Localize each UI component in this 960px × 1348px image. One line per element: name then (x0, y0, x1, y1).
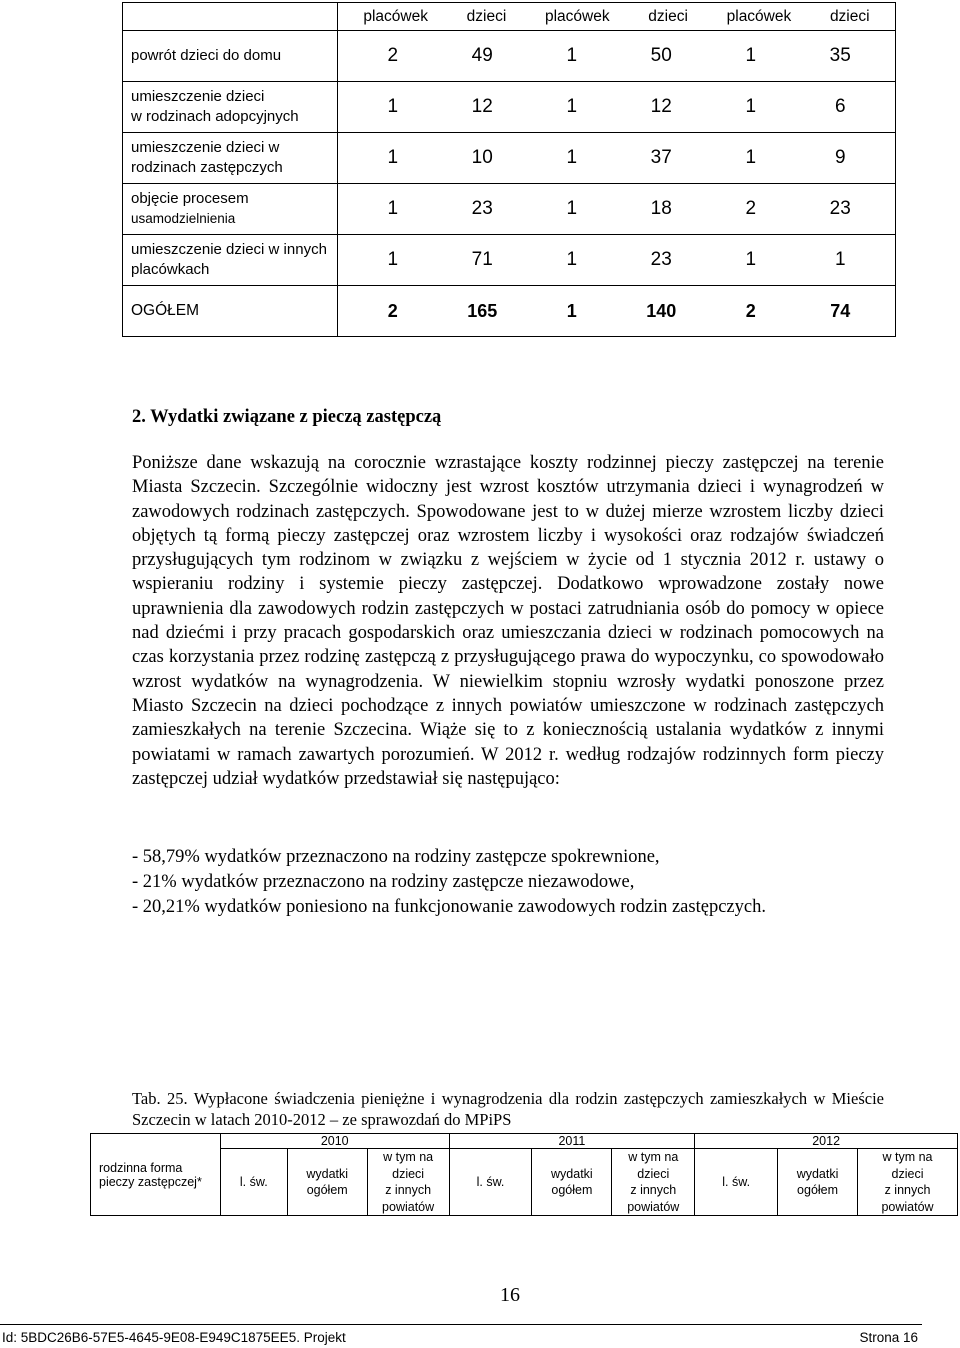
row-label (123, 133, 338, 184)
column-header-lsw: l. św. (220, 1149, 287, 1216)
table-cell: 1 (745, 45, 757, 66)
total-cell: 74 (830, 300, 851, 321)
column-header-row (91, 1149, 958, 1216)
header-line: ogółem (797, 1183, 839, 1197)
table-cell: 12 (471, 96, 493, 117)
column-header-wydatki (287, 1149, 367, 1216)
table-cell: 1 (745, 96, 757, 117)
page-number: 16 (500, 1284, 520, 1306)
body-paragraph (132, 451, 884, 791)
table-cell: 6 (834, 96, 846, 117)
header-cell: dzieci (466, 7, 507, 25)
row-values (338, 82, 896, 133)
table-cell: 1 (387, 147, 399, 168)
year-header: 2010 (220, 1134, 449, 1149)
table-cell: 1 (834, 249, 846, 270)
benefits-table (90, 1133, 958, 1216)
column-header-lsw: l. św. (449, 1149, 532, 1216)
table-row (123, 184, 896, 235)
table-cell: 1 (566, 249, 578, 270)
total-cell: 1 (566, 300, 577, 321)
column-header-wydatki (532, 1149, 612, 1216)
table-cell: 10 (471, 147, 493, 168)
form-label-cell (91, 1134, 221, 1216)
row-label (123, 184, 338, 235)
table-cell: 12 (650, 96, 672, 117)
total-cell: 165 (467, 300, 498, 321)
section-heading: 2. Wydatki związane z pieczą zastępczą (132, 407, 442, 427)
row-label-line: umieszczenie dzieci w (131, 139, 280, 156)
table-cell: 9 (834, 147, 846, 168)
header-line: wydatki (551, 1166, 593, 1181)
row-values (338, 133, 896, 184)
header-line: dzieci (637, 1166, 670, 1181)
header-cell: placówek (726, 7, 792, 25)
total-values (338, 286, 896, 337)
header-line: dzieci (392, 1166, 425, 1181)
column-header-lsw: l. św. (695, 1149, 778, 1216)
table-cell: 23 (650, 249, 672, 270)
table-cell: 1 (745, 147, 757, 168)
total-cell: 140 (646, 300, 677, 321)
table-cell: 2 (745, 198, 757, 219)
header-line: wydatki (306, 1166, 349, 1181)
header-line: w tym na (628, 1150, 679, 1164)
table-cell: 1 (566, 198, 578, 219)
header-line: wydatki (796, 1166, 839, 1181)
header-line: z innych (630, 1183, 677, 1197)
row-label-line: umieszczenie dzieci w innych (131, 241, 327, 258)
list-item: - 58,79% wydatków przeznaczono na rodziny zastępcze spokrewnione, (132, 847, 660, 867)
list-item: - 20,21% wydatków poniesiono na funkcjonowanie zawodowych rodzin zastępczych. (132, 897, 766, 917)
footer-divider (0, 1324, 922, 1325)
header-values-cell (338, 3, 896, 31)
table-cell: 71 (471, 249, 493, 270)
table-total-row (123, 286, 896, 337)
table-cell: 37 (650, 147, 672, 168)
header-line: powiatów (627, 1199, 680, 1214)
column-header-wtym (612, 1149, 695, 1216)
row-label-line: placówkach (131, 261, 210, 278)
year-header-row (91, 1134, 958, 1149)
table-cell: 1 (566, 147, 578, 168)
row-values (338, 235, 896, 286)
header-line: z innych (884, 1183, 931, 1197)
table-header-row (123, 3, 896, 31)
children-outcomes-table (122, 2, 896, 337)
row-label (123, 235, 338, 286)
table-cell: 35 (829, 45, 851, 66)
table-cell: 1 (566, 45, 578, 66)
paragraph-text: Poniższe dane wskazują na corocznie wzrastające koszty rodzinnej pieczy zastępczej na terenie Miasta Szczecin. Szczególnie widoczny jest wzrost kosztów utrzymania dzieci i wynagrodzeń w zawodowych rodzinach zastępczych. Spowodowane jest to w dużej mierze wzrostem liczby dzieci objętych tą formą pieczy zastępczej oraz wzrostem liczby i wysokości oraz rodzajów świadczeń przysługujących tym rodzinom w związku z wejściem w życie od 1 stycznia 2012 r. ustawy o wspieraniu rodziny i systemie pieczy zastępczej. Dodatkowo wprowadzone zostały nowe uprawnienia dla zawodowych rodzin zastępczych w postaci zatrudniania osób do pomocy w opiece nad dziećmi i przy pracach gospodarskich oraz umieszczania dzieci w rodzinach pomocowych na czas korzystania przez rodzinę zastępczą z przysługującego prawa do wypoczynku, co spowodowało wzrost wydatków na wynagrodzenia. W niewielkim stopniu wzrosły wydatki ponoszone przez Miasto Szczecin na dzieci pochodzące z innych powiatów umieszczone w rodzinach zastępczych zamieszkałych na terenie Szczecina. Wiąże się to z koniecznością ustalania wydatków z innymi powiatami w ramach zawartych porozumień. W 2012 r. według rodzajów rodzinnych form pieczy zastępczej udział wydatków przedstawiał się następująco: (132, 453, 884, 789)
header-cell: dzieci (829, 7, 870, 25)
table-cell: 1 (566, 96, 578, 117)
header-line: ogółem (306, 1183, 348, 1197)
table-row (123, 82, 896, 133)
table-row (123, 31, 896, 82)
table-cell: 23 (471, 198, 493, 219)
table-cell: 1 (387, 249, 399, 270)
row-label-line: objęcie procesem (131, 190, 249, 207)
header-line: w tym na (882, 1150, 933, 1164)
row-label (123, 82, 338, 133)
row-label (123, 31, 338, 82)
row-values (338, 31, 896, 82)
table-row (123, 133, 896, 184)
table-cell: 49 (471, 45, 493, 66)
row-values (338, 184, 896, 235)
form-label-line: rodzinna forma (99, 1160, 183, 1175)
row-label-line: usamodzielnienia (131, 211, 236, 226)
year-header: 2011 (449, 1134, 695, 1149)
row-label-line: powrót dzieci do domu (131, 47, 282, 64)
total-label: OGÓŁEM (123, 286, 338, 337)
header-cell: placówek (544, 7, 610, 25)
column-header-wydatki (778, 1149, 858, 1216)
total-cell: 2 (387, 300, 398, 321)
list-item: - 21% wydatków przeznaczono na rodziny zastępcze niezawodowe, (132, 872, 635, 892)
table-cell: 2 (387, 45, 399, 66)
header-line: dzieci (891, 1166, 924, 1181)
table-cell: 1 (387, 96, 399, 117)
row-label-line: w rodzinach adopcyjnych (131, 108, 299, 125)
footer-document-id: Id: 5BDC26B6-57E5-4645-9E08-E949C1875EE5. Projekt (2, 1330, 346, 1345)
table-cell: 1 (387, 198, 399, 219)
table-cell: 1 (745, 249, 757, 270)
year-header: 2012 (695, 1134, 958, 1149)
header-line: w tym na (383, 1150, 434, 1164)
header-cell: dzieci (648, 7, 688, 25)
header-line: z innych (385, 1183, 432, 1197)
row-label-line: umieszczenie dzieci (131, 88, 265, 105)
table-cell: 50 (650, 45, 672, 66)
header-cell: placówek (363, 7, 428, 25)
table-row (123, 235, 896, 286)
form-label-line: pieczy zastępczej* (99, 1174, 202, 1189)
total-cell: 2 (745, 300, 756, 321)
header-empty-cell (123, 3, 338, 31)
spending-share-list (132, 845, 766, 920)
header-line: powiatów (881, 1199, 934, 1214)
header-line: ogółem (551, 1183, 593, 1197)
header-line: powiatów (382, 1199, 435, 1214)
table-cell: 18 (650, 198, 672, 219)
footer-page-label: Strona 16 (859, 1330, 918, 1345)
row-label-line: rodzinach zastępczych (131, 159, 283, 176)
table-cell: 23 (829, 198, 851, 219)
column-header-wtym (367, 1149, 449, 1216)
table-caption: Tab. 25. Wypłacone świadczenia pieniężne i wynagrodzenia dla rodzin zastępczych zamieszkałych w Mieście Szczecin w latach 2010-2012 – ze sprawozdań do MPiPS (132, 1089, 884, 1129)
column-header-wtym (858, 1149, 958, 1216)
